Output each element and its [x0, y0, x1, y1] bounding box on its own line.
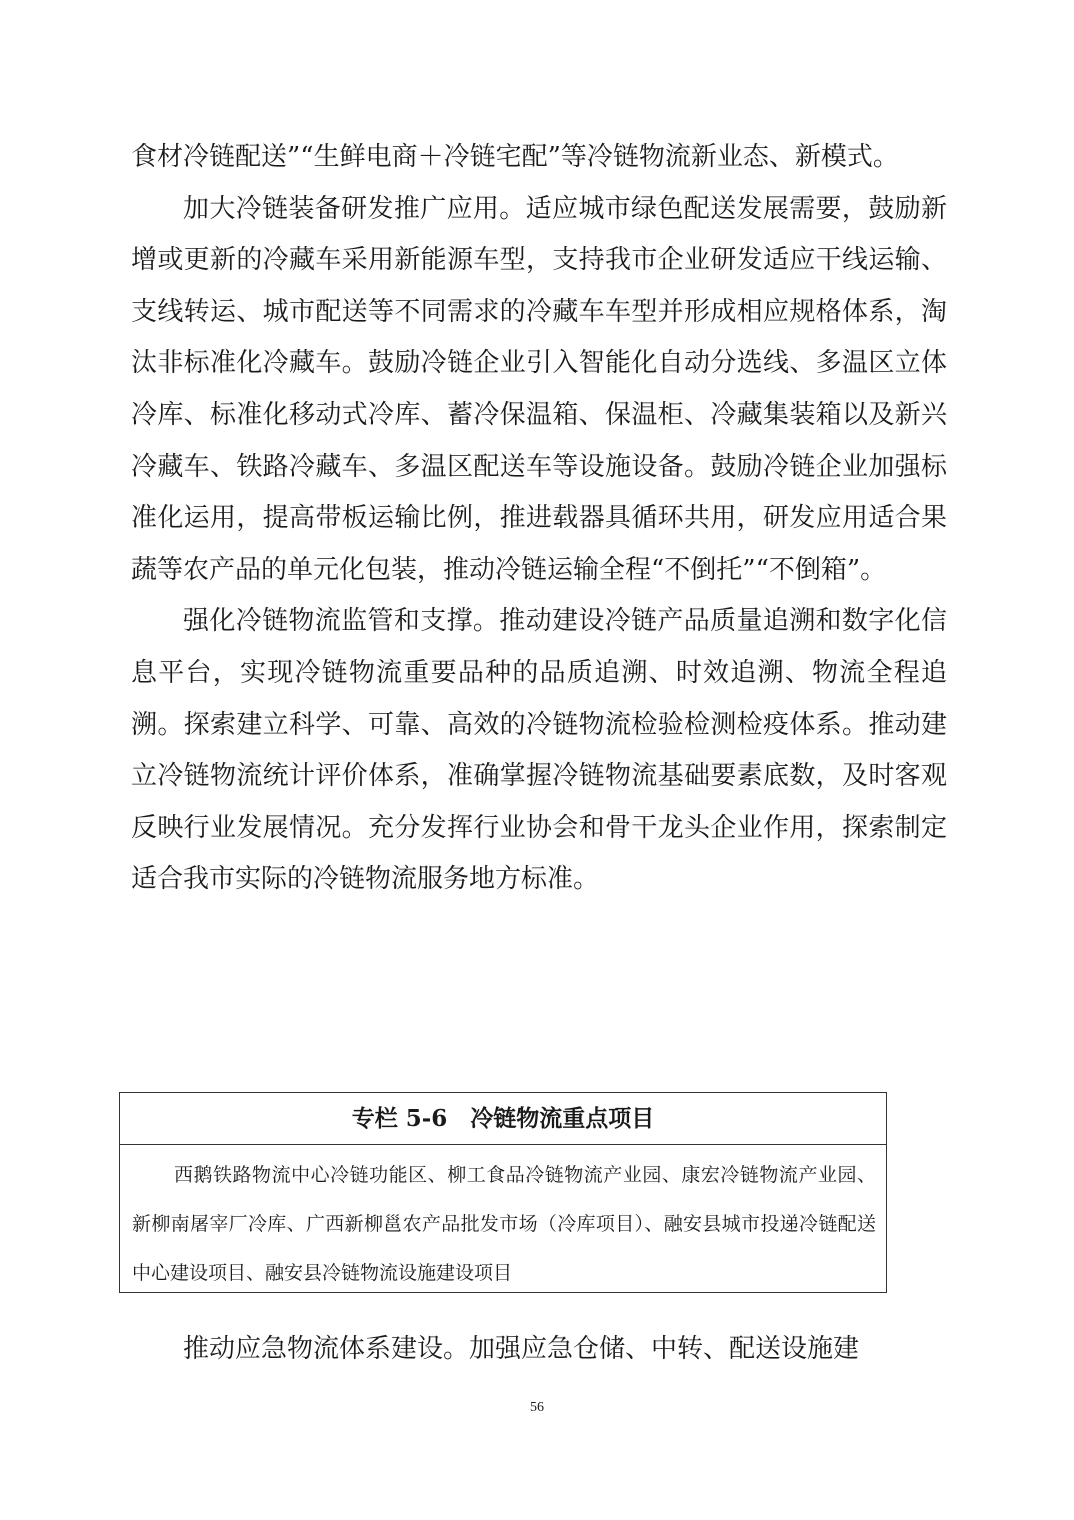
paragraph-continuation: 食材冷链配送”“生鲜电商＋冷链宅配”等冷链物流新业态、新模式。	[131, 142, 899, 172]
page-number: 56	[530, 1400, 544, 1415]
paragraph-cold-chain-equipment: 加大冷链装备研发推广应用。适应城市绿色配送发展需要，鼓励新增或更新的冷藏车采用新能源车型，支持我市企业研发适应干线运输、支线转运、城市配送等不同需求的冷藏车车型并形成相应规格体系，淘汰非标准化冷藏车。鼓励冷链企业引入智能化自动分选线、多温区立体冷库、标准化移动式冷库、蓄冷保温箱、保温柜、冷藏集装箱以及新兴冷藏车、铁路冷藏车、多温区配送车等设施设备。鼓励冷链企业加强标准化运用，提高带板运输比例，推进载器具循环共用，研发应用适合果蔬等农产品的单元化包装，推动冷链运输全程“不倒托”“不倒箱”。	[131, 193, 947, 585]
body-text-bottom	[131, 1324, 947, 1376]
body-text-top	[131, 132, 947, 906]
paragraph-cold-chain-supervision: 强化冷链物流监管和支撑。推动建设冷链产品质量追溯和数字化信息平台，实现冷链物流重要品种的品质追溯、时效追溯、物流全程追溯。探索建立科学、可靠、高效的冷链物流检验检测检疫体系。推动建立冷链物流统计评价体系，准确掌握冷链物流基础要素底数，及时客观反映行业发展情况。充分发挥行业协会和骨干龙头企业作用，探索制定适合我市实际的冷链物流服务地方标准。	[131, 606, 947, 895]
column-box-content: 西鹅铁路物流中心冷链功能区、柳工食品冷链物流产业园、康宏冷链物流产业园、新柳南屠宰厂冷库、广西新柳邕农产品批发市场（冷库项目）、融安县城市投递冷链配送中心建设项目、融安县冷链物流设施建设项目	[132, 1164, 876, 1284]
column-box-title: 专栏 5-6 冷链物流重点项目	[120, 1093, 886, 1145]
column-box	[119, 1092, 887, 1293]
paragraph-emergency-logistics: 推动应急物流体系建设。加强应急仓储、中转、配送设施建	[183, 1334, 860, 1364]
